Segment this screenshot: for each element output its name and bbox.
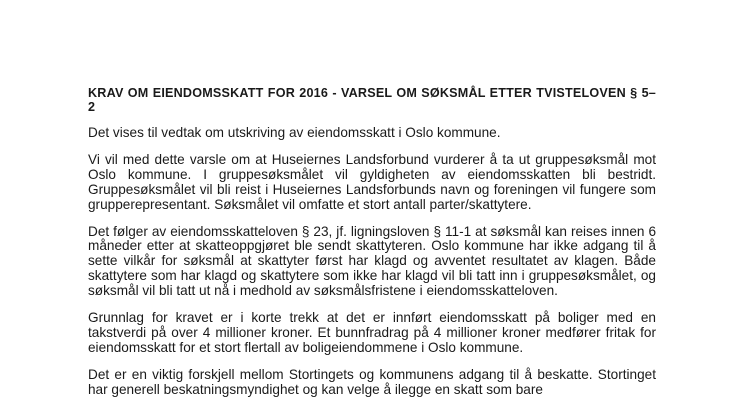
spacer xyxy=(88,356,656,368)
paragraph-reference: Det vises til vedtak om utskriving av eiendomsskatt i Oslo kommune. xyxy=(88,125,501,140)
paragraph-claim-grounds: Grunnlag for kravet er i korte trekk at det er innført eiendomsskatt på boliger med en takstverdi på over 4 millioner kroner. Et bunnfradrag på 4 millioner kroner medfører fritak for eiendomsskatt for et stort flertall av boligeiendommene i Oslo kommune. xyxy=(88,310,656,355)
paragraph-legal-basis: Det følger av eiendomsskatteloven § 23, jf. ligningsloven § 11-1 at søksmål kan reises innen 6 måneder etter at skatteoppgjøret ble sendt skattyteren. Oslo kommune har ikke adgang til å sette vilkår for søksmål at skattyter først har klagd og avventet resultatet av klagen. Både skattytere som har klagd og skattytere som ikke har klagd vil bli tatt inn i gruppesøksmålet, og søksmål vil bli tatt ut nå i medhold av søksmålsfristene i eiendomsskatteloven. xyxy=(88,223,656,299)
letter-heading: KRAV OM EIENDOMSSKATT FOR 2016 - VARSEL OM SØKSMÅL ETTER TVISTELOVEN § 5–2 xyxy=(88,86,656,114)
letter-body xyxy=(88,86,656,398)
paragraph-notice: Vi vil med dette varsle om at Huseiernes Landsforbund vurderer å ta ut gruppesøksmål mot Oslo kommune. I gruppesøksmålet vil gyldigheten av eiendomsskatten bli bestridt. Gruppesøksmålet vil bli reist i Huseiernes Landsforbunds navn og foreningen vil fungere som grupperepresentant. Søksmålet vil omfatte et stort antall parter/skattytere. xyxy=(88,151,656,212)
spacer xyxy=(88,213,656,225)
paragraph-taxation-difference: Det er en viktig forskjell mellom Stortingets og kommunens adgang til å beskatte. Stortinget har generell beskatningsmyndighet og kan velge å ilegge en skatt som bare xyxy=(88,366,656,397)
